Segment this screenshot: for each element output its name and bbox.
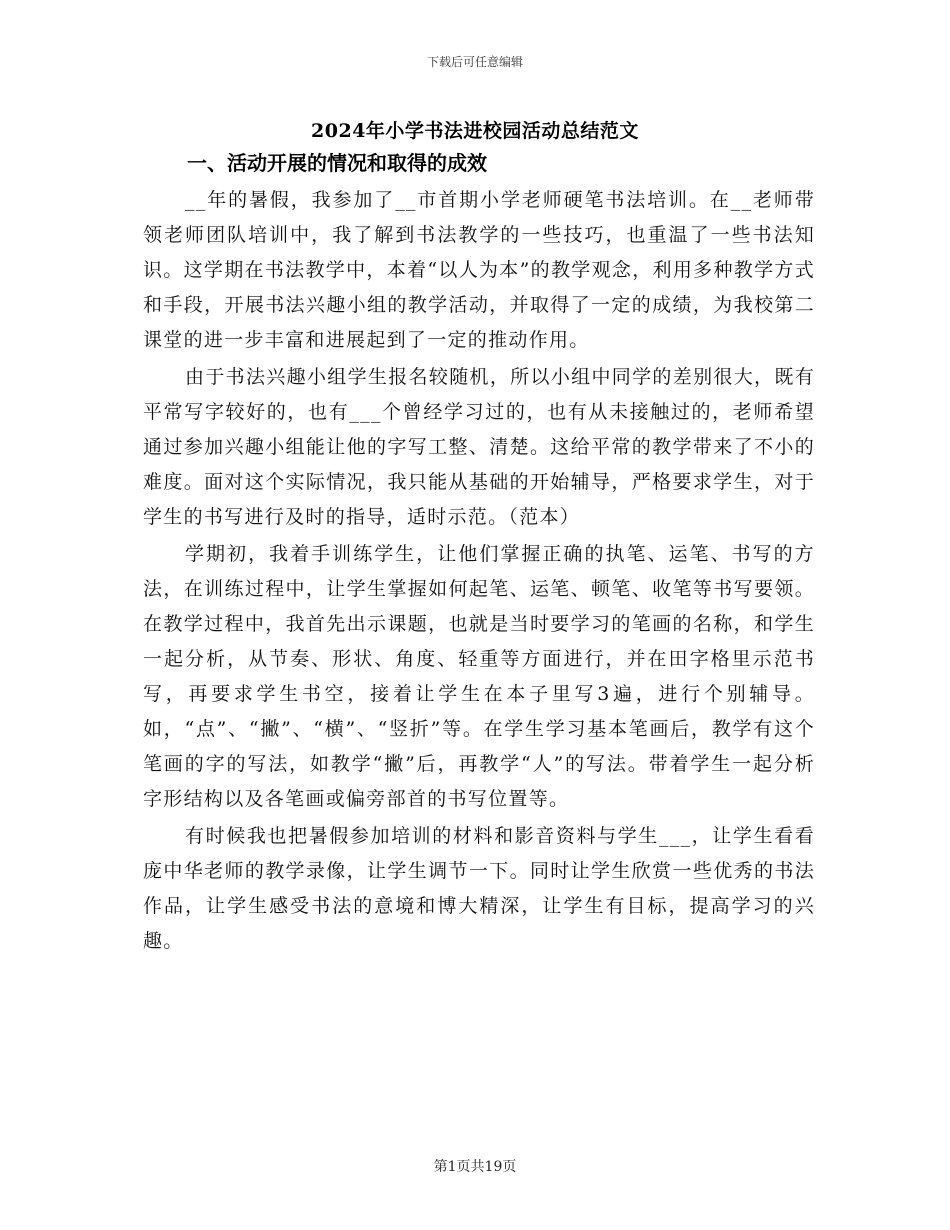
paragraph-3: 学期初，我着手训练学生，让他们掌握正确的执笔、运笔、书写的方法，在训练过程中，让学生掌握如何起笔、运笔、顿笔、收笔等书写要领。在教学过程中，我首先出示课题，也就是当时要学习的笔画的名称，和学生一起分析，从节奏、形状、角度、轻重等方面进行，并在田字格里示范书写，再要求学生书空，接着让学生在本子里写3遍，进行个别辅导。如，“点”、“撇”、“横”、“竖折”等。在学生学习基本笔画后，教学有这个笔画的字的写法，如教学“撇”后，再教学“人”的写法。带着学生一起分析字形结构以及各笔画或偏旁部首的书写位置等。 xyxy=(143,543,815,810)
page-number-footer: 第1页共19页 xyxy=(433,1159,517,1175)
paragraph-1: __年的暑假，我参加了__市首期小学老师硬笔书法培训。在__老师带领老师团队培训中，我了解到书法教学的一些技巧，也重温了一些书法知识。这学期在书法教学中，本着“以人为本”的教学观念，利用多种教学方式和手段，开展书法兴趣小组的教学活动，并取得了一定的成绩，为我校第二课堂的进一步丰富和进展起到了一定的推动作用。 xyxy=(143,189,815,351)
section-heading: 一、活动开展的情况和取得的成效 xyxy=(187,151,487,175)
header-note: 下载后可任意编辑 xyxy=(426,55,523,69)
paragraph-4: 有时候我也把暑假参加培训的材料和影音资料与学生___，让学生看看庞中华老师的教学录像，让学生调节一下。同时让学生欣赏一些优秀的书法作品，让学生感受书法的意境和博大精深，让学生有目标，提高学习的兴趣。 xyxy=(143,825,815,952)
paragraph-2: 由于书法兴趣小组学生报名较随机，所以小组中同学的差别很大，既有平常写字较好的，也有___个曾经学习过的，也有从未接触过的，老师希望通过参加兴趣小组能让他的字写工整、清楚。这给平常的教学带来了不小的难度。面对这个实际情况，我只能从基础的开始辅导，严格要求学生，对于学生的书写进行及时的指导，适时示范。（范本） xyxy=(143,366,815,528)
document-title: 2024年小学书法进校园活动总结范文 xyxy=(311,120,639,142)
document-body xyxy=(143,145,815,961)
